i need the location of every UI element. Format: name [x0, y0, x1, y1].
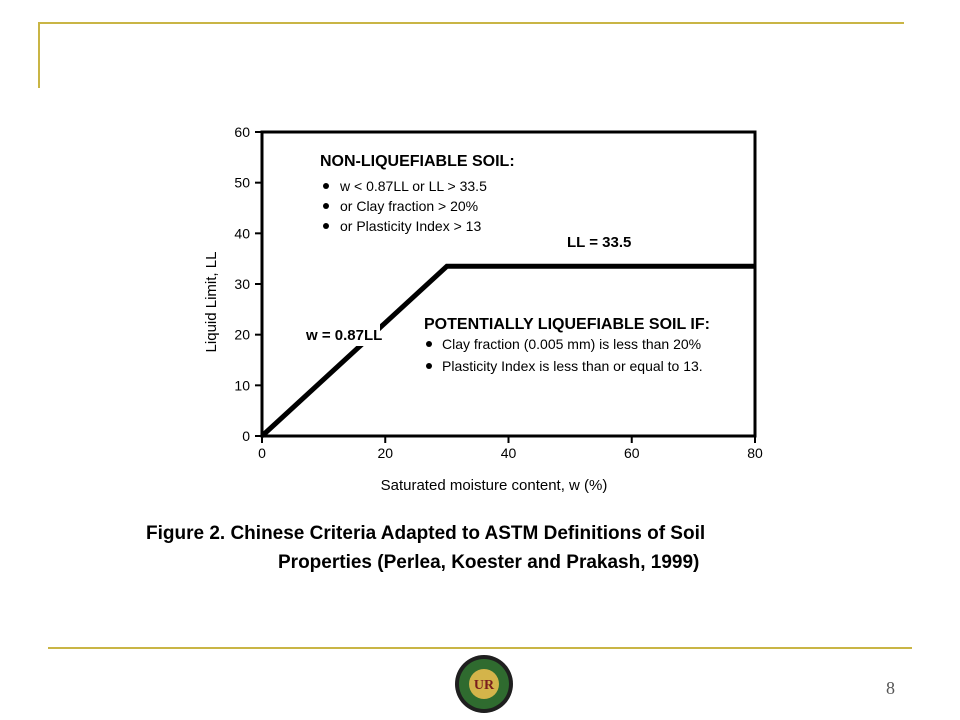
plot-frame — [262, 132, 755, 436]
x-axis-label: Saturated moisture content, w (%) — [380, 477, 608, 494]
x-tick-label: 60 — [623, 445, 640, 461]
logo-text: UR — [473, 678, 495, 693]
bullet-icon — [426, 341, 432, 347]
pot-liq-item-2: Plasticity Index is less than or equal to 13. — [442, 358, 703, 374]
caption-line-1: Figure 2. Chinese Criteria Adapted to ASTM Definitions of Soil — [146, 523, 706, 544]
pot-liq-list — [426, 336, 703, 374]
non-liq-item-2: or Clay fraction > 20% — [340, 198, 479, 214]
label-diag: w = 0.87LL — [306, 327, 383, 344]
bullet-icon — [323, 203, 329, 209]
y-tick-label: 10 — [234, 377, 250, 394]
non-liq-item-1: w < 0.87LL or LL > 33.5 — [340, 178, 487, 194]
y-tick-label: 20 — [234, 326, 250, 343]
y-tick-label: 50 — [234, 174, 250, 191]
x-tick-label: 20 — [377, 445, 394, 461]
bottom-rule — [48, 647, 912, 649]
y-tick-label: 30 — [234, 276, 250, 292]
x-tick-label: 80 — [747, 445, 763, 461]
figure-caption — [100, 519, 860, 577]
caption-line-2: Properties (Perlea, Koester and Prakash, 1999) — [278, 552, 700, 573]
x-tick-label: 40 — [500, 445, 517, 461]
y-axis-ticks — [234, 124, 262, 444]
y-tick-label: 60 — [234, 124, 250, 140]
label-flat: LL = 33.5 — [567, 234, 632, 251]
bullet-icon — [426, 363, 432, 369]
page-number: 8 — [886, 678, 895, 698]
pot-liq-title: POTENTIALLY LIQUEFIABLE SOIL IF: — [424, 316, 710, 333]
university-logo-icon — [454, 654, 514, 714]
x-tick-label: 0 — [258, 445, 266, 461]
y-axis-label: Liquid Limit, LL — [203, 251, 220, 353]
y-tick-label: 0 — [242, 428, 250, 444]
x-axis-ticks — [258, 436, 763, 461]
bullet-icon — [323, 183, 329, 189]
bullet-icon — [323, 223, 329, 229]
non-liq-list — [323, 178, 487, 234]
non-liq-title: NON-LIQUEFIABLE SOIL: — [320, 153, 515, 170]
pot-liq-item-1: Clay fraction (0.005 mm) is less than 20% — [442, 336, 702, 352]
non-liq-item-3: or Plasticity Index > 13 — [340, 218, 482, 234]
y-tick-label: 40 — [234, 225, 250, 242]
